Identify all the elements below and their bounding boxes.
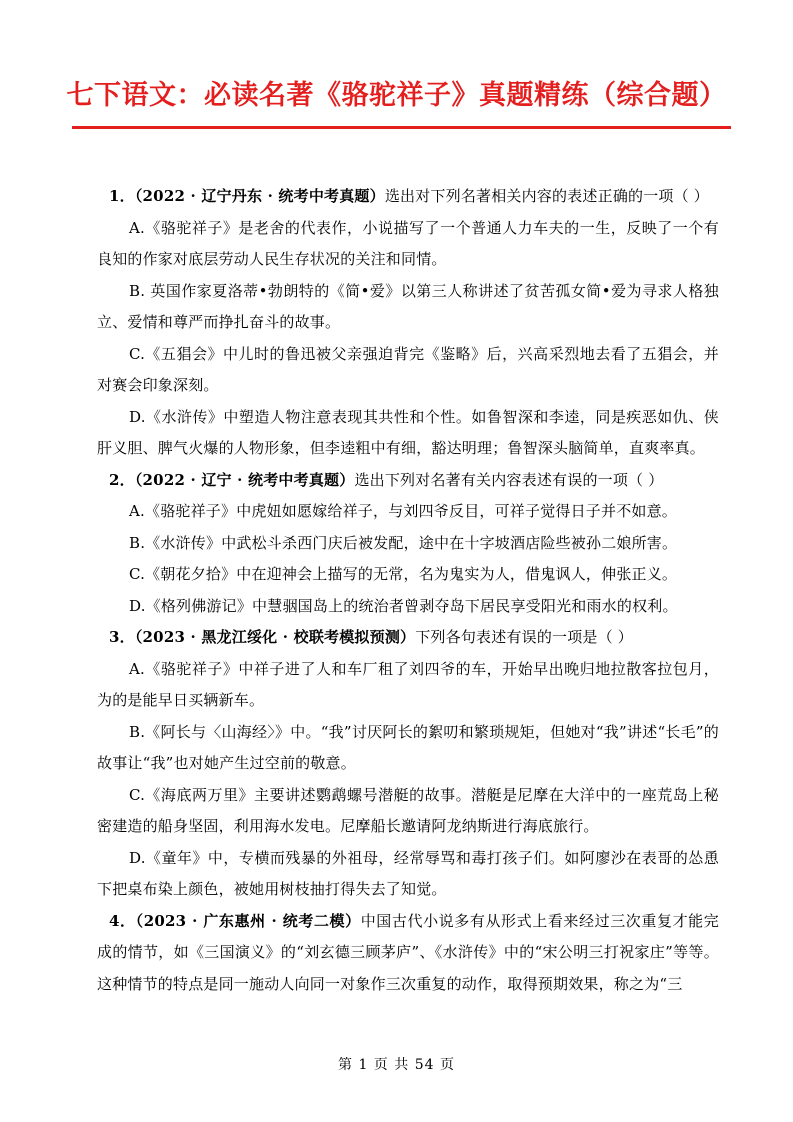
question-1-stem — [97, 181, 719, 213]
question-4-stem — [97, 906, 719, 1001]
question-1-option-b: B. 英国作家夏洛蒂•勃朗特的《简•爱》以第三人称讲述了贫苦孤女简•爱为寻求人格独立、爱情和尊严而挣扎奋斗的故事。 — [97, 281, 719, 331]
question-number: 3． — [109, 628, 135, 646]
question-2-option-c: C.《朝花夕拾》中在迎神会上描写的无常，名为鬼实为人，借鬼讽人，伸张正义。 — [129, 565, 678, 583]
question-source: （2022 · 辽宁丹东 · 统考中考真题） — [134, 187, 385, 205]
question-1-option-c: C.《五猖会》中儿时的鲁迅被父亲强迫背完《鉴略》后，兴高采烈地去看了五猖会，并对赛会印象深刻。 — [97, 344, 719, 394]
page-title — [0, 73, 793, 112]
question-2-option-b: B.《水浒传》中武松斗杀西门庆后被发配，途中在十字坡酒店险些被孙二娘所害。 — [129, 533, 678, 552]
question-text: 中国古代小说多有从形式上看来经过三次重复才能完成的情节，如《三国演义》的“刘玄德三顾茅庐”、《水浒传》中的“宋公明三打祝家庄”等等。这种情节的特点是同一施动人向同一对象作三次重复的动作，取得预期效果，称之为“三 — [97, 911, 719, 993]
question-3-stem — [97, 622, 719, 654]
question-source: （2023 · 广东惠州 · 统考二模） — [135, 911, 361, 930]
question-number: 2． — [109, 470, 135, 489]
question-number: 4． — [109, 911, 136, 930]
page-footer: 第 1 页 共 54 页 — [338, 1057, 455, 1073]
question-1-option-d: D.《水浒传》中塑造人物注意表现其共性和个性。如鲁智深和李逵，同是疾恶如仇、侠肝义胆、脾气火爆的人物形象，但李逵粗中有细，豁达明理；鲁智深头脑简单，直爽率真。 — [97, 407, 719, 457]
question-2-option-a: A.《骆驼祥子》中虎妞如愿嫁给祥子，与刘四爷反目，可祥子觉得日子并不如意。 — [129, 502, 678, 520]
question-3-option-b: B.《阿长与〈山海经〉》中。“我”讨厌阿长的絮叨和繁琐规矩，但她对“我”讲述“长毛”的故事让“我”也对她产生过空前的敬意。 — [97, 722, 719, 772]
question-2-stem — [97, 465, 719, 497]
title-main: 必读名著《骆驼祥子》真题精练（综合题） — [204, 80, 727, 111]
question-number: 1． — [109, 187, 135, 205]
question-text: 选出对下列名著相关内容的表述正确的一项（ ） — [384, 187, 709, 205]
question-3-option-a: A.《骆驼祥子》中祥子进了人和车厂租了刘四爷的车，开始早出晚归地拉散客拉包月，为的是能早日买辆新车。 — [97, 659, 719, 709]
question-text: 选出下列对名著有关内容表述有误的一项（ ） — [354, 470, 664, 489]
question-text: 下列各句表述有误的一项是（ ） — [415, 628, 634, 646]
question-3-option-c: C.《海底两万里》主要讲述鹦鹉螺号潜艇的故事。潜艇是尼摩在大洋中的一座荒岛上秘密建造的船身坚固，利用海水发电。尼摩船长邀请阿龙纳斯进行海底旅行。 — [97, 785, 719, 835]
title-rule — [72, 126, 731, 129]
question-source: （2023 · 黑龙江绥化 · 校联考模拟预测） — [134, 628, 416, 646]
question-1-option-a: A.《骆驼祥子》是老舍的代表作，小说描写了一个普通人力车夫的一生，反映了一个有良知的作家对底层劳动人民生存状况的关注和同情。 — [97, 218, 719, 268]
question-2-option-d: D.《格列佛游记》中慧骃国岛上的统治者曾剥夺岛下居民享受阳光和雨水的权利。 — [129, 596, 678, 615]
title-prefix: 七下语文： — [66, 80, 204, 111]
question-source: （2022 · 辽宁 · 统考中考真题） — [134, 470, 355, 489]
question-3-option-d: D.《童年》中，专横而残暴的外祖母，经常辱骂和毒打孩子们。如阿廖沙在表哥的怂恿下把桌布染上颜色，被她用树枝抽打得失去了知觉。 — [97, 848, 719, 898]
questions-body — [97, 181, 719, 1000]
